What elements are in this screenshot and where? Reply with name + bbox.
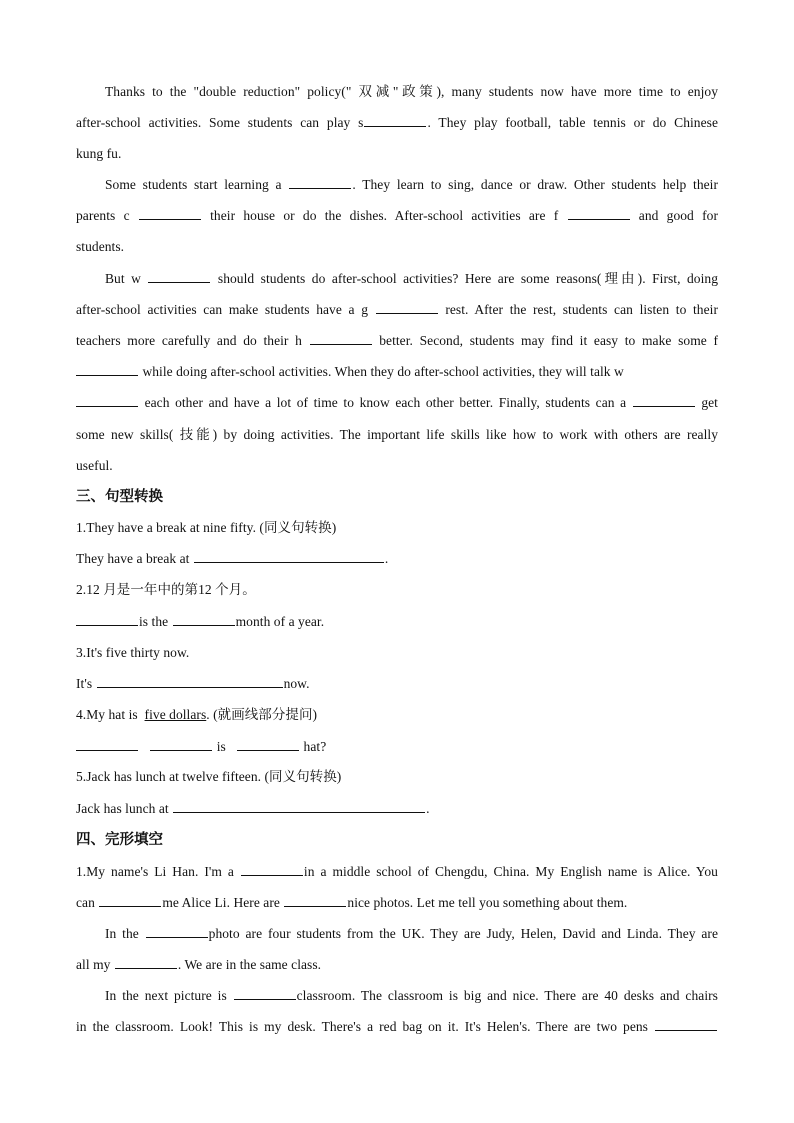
question-line: 3.It's five thirty now. (76, 645, 190, 660)
passage-line: each other and have a lot of time to know each other better. Finally, students can a get (76, 393, 718, 413)
answer-blank[interactable] (289, 175, 351, 189)
passage-line: while doing after-school activities. When they do after-school activities, they will talk w (76, 362, 718, 382)
cloze-line: In the photo are four students from the UK. They are Judy, Helen, David and Linda. They are (105, 926, 718, 941)
answer-blank[interactable] (150, 737, 212, 751)
answer-blank[interactable] (76, 362, 138, 376)
answer-blank[interactable] (173, 612, 235, 626)
answer-blank[interactable] (194, 549, 384, 563)
answer-blank[interactable] (376, 300, 438, 314)
answer-blank[interactable] (655, 1017, 717, 1031)
answer-blank[interactable] (310, 331, 372, 345)
passage-line: after-school activities. Some students can play s . They play football, table tennis or do Chinese (76, 115, 718, 130)
answer-line: Jack has lunch at . (76, 801, 430, 816)
passage-line: some new skills( 技能) by doing activities. The important life skills like how to work with others are really (76, 427, 718, 442)
answer-blank[interactable] (241, 862, 303, 876)
underlined-answer: five dollars (144, 707, 207, 722)
cloze-line: In the next picture is classroom. The classroom is big and nice. There are 40 desks and chairs (105, 988, 718, 1003)
answer-blank[interactable] (284, 893, 346, 907)
section-heading: 四、完形填空 (76, 832, 163, 848)
answer-line: is the month of a year. (76, 612, 718, 632)
passage-line: Thanks to the "double reduction" policy(" 双减"政策), many students now have more time to enjoy (105, 84, 718, 99)
section-heading: 三、句型转换 (76, 489, 163, 505)
answer-blank[interactable] (139, 206, 201, 220)
answer-blank[interactable] (148, 269, 210, 283)
answer-blank[interactable] (99, 893, 161, 907)
question-line: 1.They have a break at nine fifty. (同义句转换) (76, 520, 337, 535)
answer-blank[interactable] (115, 955, 177, 969)
cloze-line: can me Alice Li. Here are nice photos. Let me tell you something about them. (76, 895, 628, 910)
answer-blank[interactable] (173, 799, 425, 813)
answer-line: It's now. (76, 676, 310, 691)
question-line: 4.My hat is five dollars. (就画线部分提问) (76, 707, 318, 722)
passage-line: Some students start learning a . They learn to sing, dance or draw. Other students help their (105, 177, 719, 192)
passage-line: But w should students do after-school activities? Here are some reasons(理由). First, doing (105, 271, 718, 286)
question-line: 5.Jack has lunch at twelve fifteen. (同义句转换) (76, 769, 342, 784)
answer-line: They have a break at . (76, 551, 389, 566)
answer-blank[interactable] (97, 674, 283, 688)
answer-blank[interactable] (633, 393, 695, 407)
cloze-line: all my . We are in the same class. (76, 957, 322, 972)
answer-blank[interactable] (146, 924, 208, 938)
passage-line: parents c their house or do the dishes. After-school activities are f and good for (76, 208, 718, 223)
question-line: 2.12 月是一年中的第12 个月。 (76, 582, 256, 597)
cloze-line: 1.My name's Li Han. I'm a in a middle school of Chengdu, China. My English name is Alice. You (76, 864, 718, 879)
cloze-line: in the classroom. Look! This is my desk. There's a red bag on it. It's Helen's. There are two pens (76, 1017, 718, 1037)
answer-blank[interactable] (76, 612, 138, 626)
passage-line: kung fu. (76, 146, 122, 161)
answer-blank[interactable] (76, 393, 138, 407)
answer-blank[interactable] (568, 206, 630, 220)
answer-blank[interactable] (237, 737, 299, 751)
answer-blank[interactable] (234, 986, 296, 1000)
answer-blank[interactable] (364, 113, 426, 127)
passage-line: useful. (76, 458, 113, 473)
passage-line: students. (76, 239, 125, 254)
answer-blank[interactable] (76, 737, 138, 751)
answer-line: is hat? (76, 737, 718, 757)
passage-line: teachers more carefully and do their h better. Second, students may find it easy to make some f (76, 333, 718, 348)
passage-line: after-school activities can make students have a g rest. After the rest, students can listen to their (76, 302, 718, 317)
